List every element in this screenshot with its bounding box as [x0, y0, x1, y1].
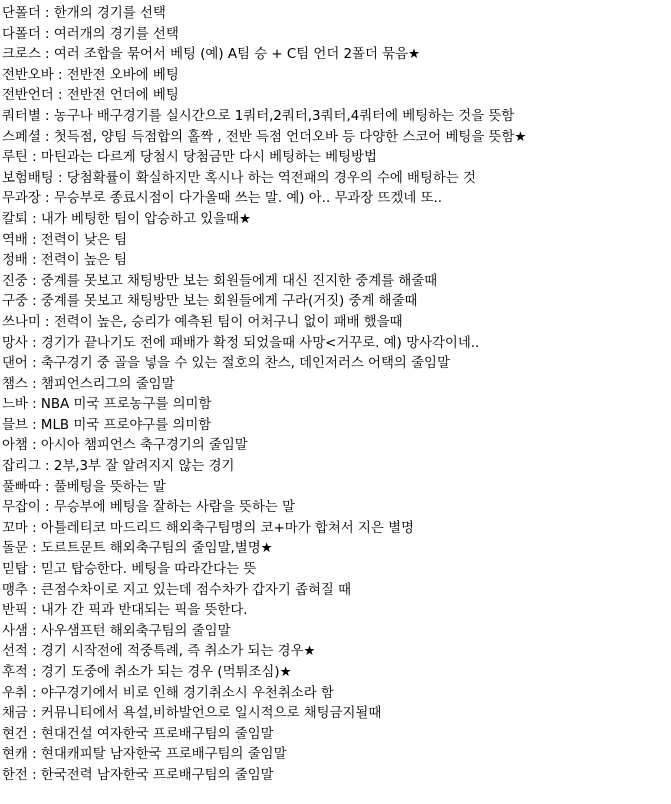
glossary-entry: 맹추 : 큰점수차이로 지고 있는데 점수차가 갑자기 좁혀질 때 — [2, 582, 352, 598]
glossary-entry: 역배 : 전력이 낮은 팀 — [2, 232, 128, 248]
glossary-entry: 돌문 : 도르트문트 해외축구팀의 줄임말,별명★ — [2, 541, 273, 557]
glossary-entry: 느바 : NBA 미국 프로농구를 의미함 — [2, 397, 212, 413]
glossary-entry: 보험배팅 : 당첨확률이 확실하지만 혹시나 하는 역전패의 경우의 수에 배팅하는 것 — [2, 170, 476, 186]
glossary-entry: 꼬마 : 아틀레티코 마드리드 해외축구팀명의 코+마가 합쳐서 지은 별명 — [2, 520, 414, 536]
glossary-entry: 칼퇴 : 내가 베팅한 팀이 압승하고 있을때★ — [2, 211, 252, 227]
glossary-entry: 후적 : 경기 도중에 취소가 되는 경우 (먹튀조심)★ — [2, 665, 292, 680]
glossary-entry: 반픽 : 내가 간 픽과 반대되는 픽을 뜻한다. — [2, 603, 248, 619]
glossary-entry: 무과장 : 무승부로 종료시점이 다가올때 쓰는 말. 예) 아.. 무과장 뜨겠네 또.. — [2, 191, 443, 207]
glossary-entry: 사샘 : 사우샘프턴 해외축구팀의 줄임말 — [2, 623, 231, 639]
glossary-entry: 루틴 : 마틴과는 다르게 당첨시 당첨금만 다시 베팅하는 베팅방법 — [2, 150, 377, 166]
glossary-entry: 믈브 : MLB 미국 프로야구를 의미함 — [2, 417, 212, 433]
glossary-entry: 챔스 : 챔피언스리그의 줄임말 — [2, 376, 175, 392]
glossary-entry: 풀빠따 : 풀베팅을 뜻하는 말 — [2, 479, 166, 495]
glossary-entry: 우취 : 야구경기에서 비로 인해 경기취소시 우천취소라 함 — [2, 685, 334, 701]
glossary-entry: 무잡이 : 무승부에 베팅을 잘하는 사람을 뜻하는 말 — [2, 500, 296, 516]
glossary-entry: 단폴더 : 한개의 경기를 선택 — [2, 6, 166, 21]
glossary-entry: 진중 : 중계를 못보고 채팅방만 보는 회원들에게 대신 진지한 중계를 해줄때 — [2, 273, 438, 289]
glossary-entry: 선적 : 경기 시작전에 적중특례, 즉 취소가 되는 경우★ — [2, 644, 316, 660]
glossary-entry: 전반오바 : 전반전 오바에 베팅 — [2, 67, 179, 83]
glossary-entry: 정배 : 전력이 높은 팀 — [2, 253, 128, 269]
glossary-entry: 믿탑 : 믿고 탑승한다. 베팅을 따라간다는 뜻 — [2, 562, 257, 578]
glossary-entry: 현건 : 현대건설 여자한국 프로배구팀의 줄임말 — [2, 726, 274, 742]
glossary-entry: 스페셜 : 첫득점, 양팀 득점합의 홀짝 , 전반 득점 언더오바 등 다양한 스코어 베팅을 뜻함★ — [2, 129, 527, 145]
glossary-entry: 채금 : 커뮤니티에서 욕설,비하발언으로 일시적으로 채팅금지될때 — [2, 706, 382, 722]
glossary-entry: 잡리그 : 2부,3부 잘 알려지지 않는 경기 — [2, 459, 235, 475]
glossary-list — [2, 4, 667, 787]
glossary-entry: 전반언더 : 전반전 언더에 베팅 — [2, 88, 179, 104]
glossary-entry: 아챔 : 아시아 챔피언스 축구경기의 줄임말 — [2, 438, 248, 454]
glossary-entry: 현캐 : 현대캐피탈 남자한국 프로배구팀의 줄임말 — [2, 747, 287, 763]
glossary-entry: 쓰나미 : 전력이 높은, 승리가 예측된 팀이 어처구니 없이 패배 했을때 — [2, 314, 403, 330]
glossary-entry: 댄어 : 축구경기 중 골을 넣을 수 있는 절호의 찬스, 데인저러스 어택의 줄임말 — [2, 356, 450, 372]
glossary-entry: 한전 : 한국전력 남자한국 프로배구팀의 줄임말 — [2, 767, 274, 783]
glossary-entry: 구중 : 중계를 못보고 채팅방만 보는 회원들에게 구라(거짓) 중계 해줄때 — [2, 294, 418, 310]
glossary-entry: 망사 : 경기가 끝나기도 전에 패배가 확정 되었을때 사망<거꾸로. 예) 망사각이네.. — [2, 335, 480, 351]
glossary-entry: 다폴더 : 여러개의 경기를 선택 — [2, 26, 179, 42]
glossary-entry: 크로스 : 여러 조합을 묶어서 베팅 (예) A팀 승 + C팀 언더 2폴더 묶음★ — [2, 47, 421, 63]
glossary-entry: 쿼터별 : 농구나 배구경기를 실시간으로 1쿼터,2쿼터,3쿼터,4쿼터에 베팅하는 것을 뜻함 — [2, 108, 515, 124]
